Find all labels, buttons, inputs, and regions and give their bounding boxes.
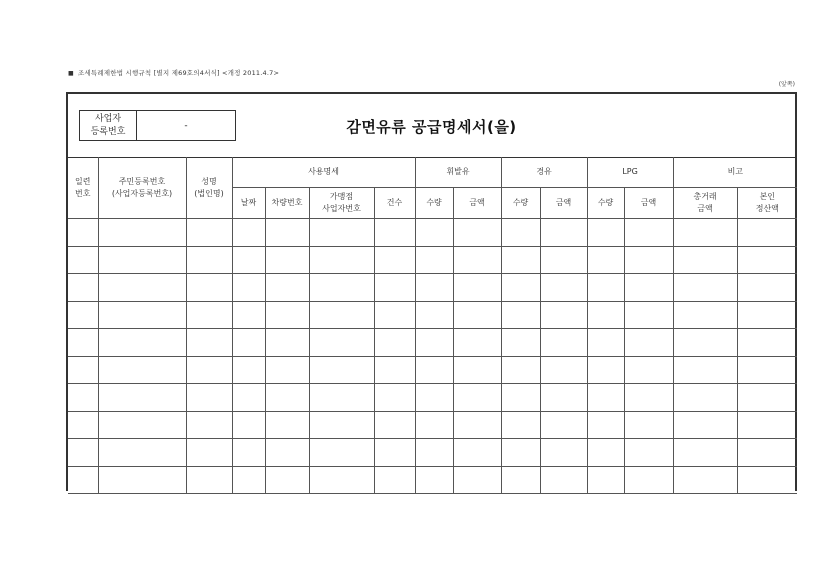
lpg-amount-cell[interactable]	[624, 219, 673, 247]
name-cell[interactable]	[186, 466, 232, 494]
table-row	[68, 384, 797, 412]
date-cell[interactable]	[232, 219, 265, 247]
self-settlement-header: 본인 정산액	[737, 188, 797, 219]
table-row	[68, 356, 797, 384]
count-cell[interactable]	[374, 466, 415, 494]
date-cell[interactable]	[232, 274, 265, 302]
name-cell[interactable]	[186, 411, 232, 439]
serial-cell[interactable]	[68, 439, 98, 467]
diesel-quantity-cell[interactable]	[501, 439, 540, 467]
name-header: 성명 (법인명)	[186, 157, 232, 219]
form-header	[68, 94, 795, 158]
usage-detail-header: 사용명세	[232, 157, 415, 188]
supply-statement-form	[66, 92, 797, 491]
vehicle-number-cell[interactable]	[265, 274, 309, 302]
merchant-number-cell[interactable]	[309, 329, 374, 357]
serial-cell[interactable]	[68, 329, 98, 357]
name-cell[interactable]	[186, 356, 232, 384]
vehicle-number-cell[interactable]	[265, 384, 309, 412]
lpg-quantity-cell[interactable]	[587, 246, 624, 274]
date-cell[interactable]	[232, 329, 265, 357]
gasoline-amount-cell[interactable]	[453, 466, 501, 494]
gasoline-quantity-cell[interactable]	[415, 329, 453, 357]
diesel-quantity-header: 수량	[501, 188, 540, 219]
header-row-1	[68, 157, 797, 188]
diesel-amount-cell[interactable]	[540, 219, 587, 247]
lpg-amount-cell[interactable]	[624, 274, 673, 302]
date-cell[interactable]	[232, 466, 265, 494]
name-cell[interactable]	[186, 246, 232, 274]
total-amount-cell[interactable]	[673, 219, 737, 247]
date-header: 날짜	[232, 188, 265, 219]
diesel-quantity-cell[interactable]	[501, 274, 540, 302]
gasoline-amount-cell[interactable]	[453, 329, 501, 357]
serial-cell[interactable]	[68, 356, 98, 384]
gasoline-amount-header: 금액	[453, 188, 501, 219]
gasoline-amount-cell[interactable]	[453, 356, 501, 384]
form-reference-note	[68, 68, 279, 77]
diesel-amount-cell[interactable]	[540, 466, 587, 494]
count-cell[interactable]	[374, 219, 415, 247]
name-cell[interactable]	[186, 329, 232, 357]
merchant-number-cell[interactable]	[309, 356, 374, 384]
vehicle-number-cell[interactable]	[265, 466, 309, 494]
self-settlement-cell[interactable]	[737, 439, 797, 467]
statement-table	[68, 157, 797, 494]
merchant-number-cell[interactable]	[309, 246, 374, 274]
resident-number-cell[interactable]	[98, 274, 186, 302]
gasoline-amount-cell[interactable]	[453, 411, 501, 439]
serial-cell[interactable]	[68, 466, 98, 494]
count-cell[interactable]	[374, 411, 415, 439]
lpg-quantity-cell[interactable]	[587, 356, 624, 384]
self-settlement-cell[interactable]	[737, 356, 797, 384]
diesel-quantity-cell[interactable]	[501, 219, 540, 247]
lpg-header: LPG	[587, 157, 673, 188]
resident-number-cell[interactable]	[98, 411, 186, 439]
self-settlement-cell[interactable]	[737, 301, 797, 329]
total-amount-cell[interactable]	[673, 246, 737, 274]
resident-number-cell[interactable]	[98, 384, 186, 412]
vehicle-number-cell[interactable]	[265, 411, 309, 439]
total-amount-cell[interactable]	[673, 329, 737, 357]
merchant-number-cell[interactable]	[309, 384, 374, 412]
merchant-number-cell[interactable]	[309, 301, 374, 329]
table-row	[68, 301, 797, 329]
serial-cell[interactable]	[68, 411, 98, 439]
diesel-quantity-cell[interactable]	[501, 411, 540, 439]
lpg-amount-cell[interactable]	[624, 329, 673, 357]
serial-cell[interactable]	[68, 219, 98, 247]
vehicle-number-cell[interactable]	[265, 329, 309, 357]
date-cell[interactable]	[232, 384, 265, 412]
gasoline-amount-cell[interactable]	[453, 384, 501, 412]
form-title: 감면유류 공급명세서(을)	[346, 118, 517, 136]
diesel-quantity-cell[interactable]	[501, 301, 540, 329]
table-row	[68, 219, 797, 247]
lpg-quantity-cell[interactable]	[587, 274, 624, 302]
bullet-icon: ■	[68, 70, 74, 77]
vehicle-number-cell[interactable]	[265, 356, 309, 384]
lpg-amount-cell[interactable]	[624, 466, 673, 494]
lpg-quantity-cell[interactable]	[587, 329, 624, 357]
diesel-amount-cell[interactable]	[540, 246, 587, 274]
gasoline-quantity-cell[interactable]	[415, 301, 453, 329]
vehicle-number-cell[interactable]	[265, 246, 309, 274]
count-cell[interactable]	[374, 384, 415, 412]
total-amount-cell[interactable]	[673, 466, 737, 494]
lpg-quantity-cell[interactable]	[587, 301, 624, 329]
date-cell[interactable]	[232, 301, 265, 329]
total-amount-cell[interactable]	[673, 274, 737, 302]
lpg-amount-cell[interactable]	[624, 384, 673, 412]
self-settlement-cell[interactable]	[737, 219, 797, 247]
table-row	[68, 246, 797, 274]
diesel-amount-cell[interactable]	[540, 356, 587, 384]
form-reference-text: 조세특례제한법 시행규칙 [별지 제69호의4서식] <개정 2011.4.7>	[77, 69, 280, 77]
diesel-amount-cell[interactable]	[540, 384, 587, 412]
total-amount-cell[interactable]	[673, 301, 737, 329]
self-settlement-cell[interactable]	[737, 329, 797, 357]
merchant-number-cell[interactable]	[309, 274, 374, 302]
diesel-amount-cell[interactable]	[540, 411, 587, 439]
vehicle-number-header: 차량번호	[265, 188, 309, 219]
serial-cell[interactable]	[68, 274, 98, 302]
name-cell[interactable]	[186, 274, 232, 302]
gasoline-amount-cell[interactable]	[453, 246, 501, 274]
table-row	[68, 411, 797, 439]
gasoline-quantity-cell[interactable]	[415, 466, 453, 494]
count-cell[interactable]	[374, 246, 415, 274]
total-amount-cell[interactable]	[673, 411, 737, 439]
name-cell[interactable]	[186, 439, 232, 467]
resident-number-cell[interactable]	[98, 246, 186, 274]
gasoline-quantity-header: 수량	[415, 188, 453, 219]
gasoline-header: 휘발유	[415, 157, 501, 188]
lpg-amount-cell[interactable]	[624, 439, 673, 467]
lpg-amount-header: 금액	[624, 188, 673, 219]
gasoline-amount-cell[interactable]	[453, 274, 501, 302]
merchant-number-cell[interactable]	[309, 411, 374, 439]
table-row	[68, 329, 797, 357]
self-settlement-cell[interactable]	[737, 246, 797, 274]
diesel-quantity-cell[interactable]	[501, 356, 540, 384]
remarks-header: 비고	[673, 157, 797, 188]
lpg-amount-cell[interactable]	[624, 356, 673, 384]
gasoline-quantity-cell[interactable]	[415, 274, 453, 302]
self-settlement-cell[interactable]	[737, 411, 797, 439]
total-amount-cell[interactable]	[673, 356, 737, 384]
resident-number-cell[interactable]	[98, 356, 186, 384]
lpg-quantity-cell[interactable]	[587, 384, 624, 412]
vehicle-number-cell[interactable]	[265, 219, 309, 247]
count-cell[interactable]	[374, 301, 415, 329]
total-amount-cell[interactable]	[673, 439, 737, 467]
self-settlement-cell[interactable]	[737, 466, 797, 494]
gasoline-quantity-cell[interactable]	[415, 246, 453, 274]
diesel-quantity-cell[interactable]	[501, 329, 540, 357]
page-side-label: (앞쪽)	[778, 81, 795, 88]
resident-number-cell[interactable]	[98, 466, 186, 494]
date-cell[interactable]	[232, 356, 265, 384]
diesel-amount-cell[interactable]	[540, 329, 587, 357]
business-registration-label: 사업자 등록번호	[80, 111, 137, 140]
lpg-quantity-header: 수량	[587, 188, 624, 219]
lpg-quantity-cell[interactable]	[587, 219, 624, 247]
vehicle-number-cell[interactable]	[265, 301, 309, 329]
diesel-amount-header: 금액	[540, 188, 587, 219]
date-cell[interactable]	[232, 246, 265, 274]
gasoline-quantity-cell[interactable]	[415, 356, 453, 384]
gasoline-amount-cell[interactable]	[453, 301, 501, 329]
gasoline-quantity-cell[interactable]	[415, 411, 453, 439]
merchant-number-cell[interactable]	[309, 219, 374, 247]
merchant-number-header: 가맹점 사업자번호	[309, 188, 374, 219]
diesel-quantity-cell[interactable]	[501, 384, 540, 412]
lpg-quantity-cell[interactable]	[587, 411, 624, 439]
merchant-number-cell[interactable]	[309, 439, 374, 467]
resident-number-cell[interactable]	[98, 329, 186, 357]
total-amount-cell[interactable]	[673, 384, 737, 412]
gasoline-quantity-cell[interactable]	[415, 439, 453, 467]
lpg-amount-cell[interactable]	[624, 301, 673, 329]
diesel-amount-cell[interactable]	[540, 301, 587, 329]
table-row	[68, 466, 797, 494]
resident-number-cell[interactable]	[98, 219, 186, 247]
serial-cell[interactable]	[68, 301, 98, 329]
gasoline-amount-cell[interactable]	[453, 439, 501, 467]
lpg-quantity-cell[interactable]	[587, 439, 624, 467]
count-cell[interactable]	[374, 356, 415, 384]
lpg-quantity-cell[interactable]	[587, 466, 624, 494]
resident-number-cell[interactable]	[98, 439, 186, 467]
lpg-amount-cell[interactable]	[624, 411, 673, 439]
name-cell[interactable]	[186, 301, 232, 329]
count-cell[interactable]	[374, 439, 415, 467]
date-cell[interactable]	[232, 411, 265, 439]
diesel-quantity-cell[interactable]	[501, 466, 540, 494]
diesel-quantity-cell[interactable]	[501, 246, 540, 274]
serial-cell[interactable]	[68, 246, 98, 274]
diesel-header: 경유	[501, 157, 587, 188]
count-header: 건수	[374, 188, 415, 219]
lpg-amount-cell[interactable]	[624, 246, 673, 274]
count-cell[interactable]	[374, 274, 415, 302]
self-settlement-cell[interactable]	[737, 384, 797, 412]
vehicle-number-cell[interactable]	[265, 439, 309, 467]
business-registration-field[interactable]: -	[184, 120, 188, 131]
resident-number-cell[interactable]	[98, 301, 186, 329]
table-body	[68, 219, 797, 494]
gasoline-quantity-cell[interactable]	[415, 384, 453, 412]
count-cell[interactable]	[374, 329, 415, 357]
gasoline-amount-cell[interactable]	[453, 219, 501, 247]
merchant-number-cell[interactable]	[309, 466, 374, 494]
table-row	[68, 274, 797, 302]
total-amount-header: 총거래 금액	[673, 188, 737, 219]
serial-cell[interactable]	[68, 384, 98, 412]
table-row	[68, 439, 797, 467]
name-cell[interactable]	[186, 219, 232, 247]
name-cell[interactable]	[186, 384, 232, 412]
diesel-amount-cell[interactable]	[540, 439, 587, 467]
resident-number-header: 주민등록번호 (사업자등록번호)	[98, 157, 186, 219]
self-settlement-cell[interactable]	[737, 274, 797, 302]
diesel-amount-cell[interactable]	[540, 274, 587, 302]
serial-number-header: 일련 번호	[68, 157, 98, 219]
date-cell[interactable]	[232, 439, 265, 467]
gasoline-quantity-cell[interactable]	[415, 219, 453, 247]
